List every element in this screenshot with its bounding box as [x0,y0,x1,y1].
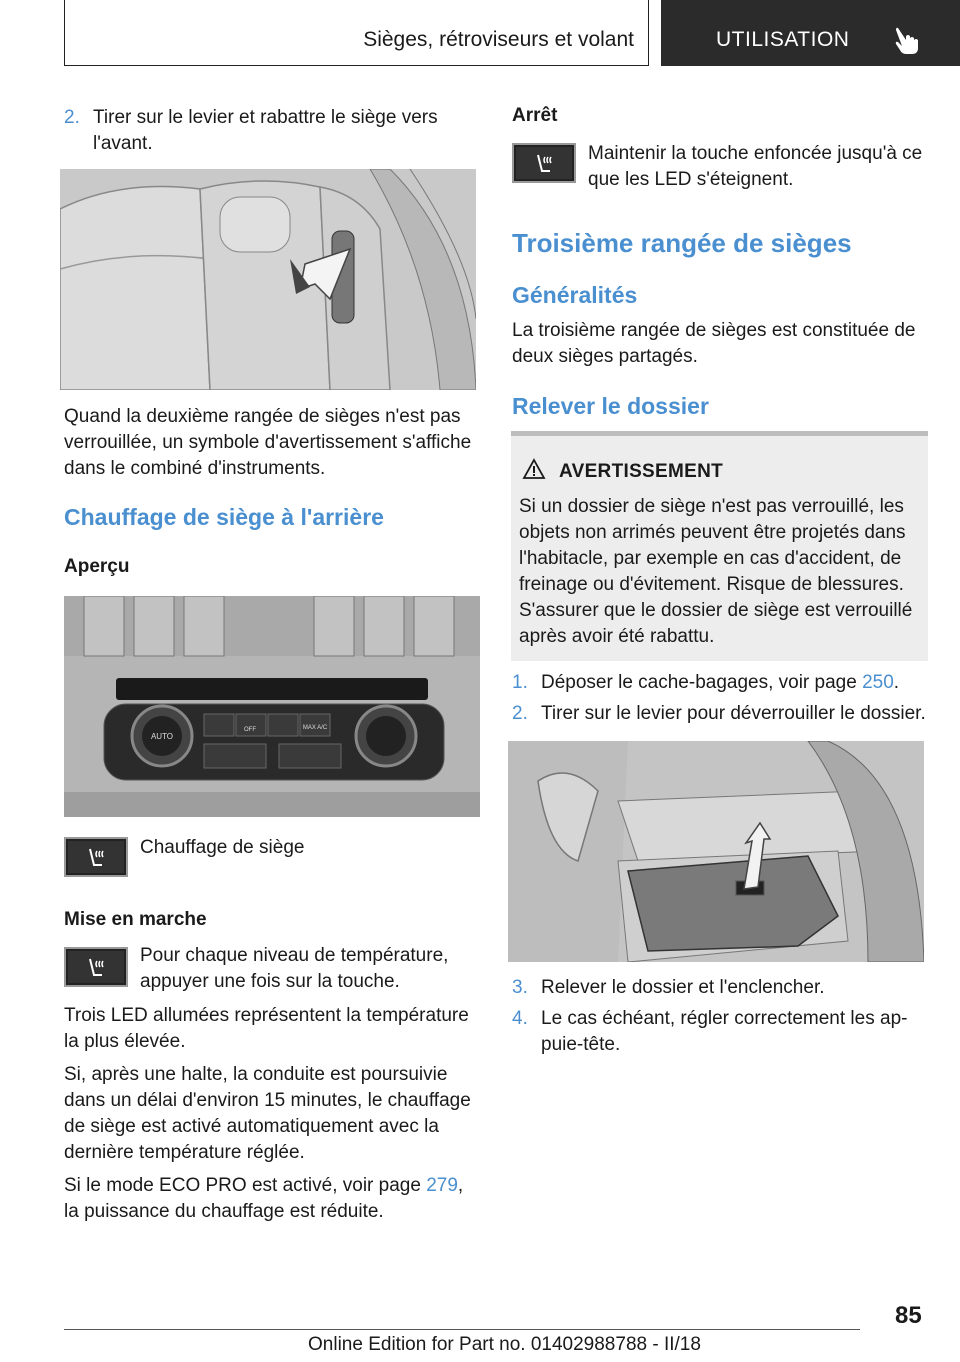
paragraph-line: Si, après une halte, la conduite est poursuivie [64,1064,448,1085]
paragraph-line: Pour chaque niveau de température, [140,945,449,966]
step-number: 2. [512,703,528,724]
section-label: UTILISATION [716,28,850,51]
paragraph-line: La troisième rangée de sièges est constituée de [512,320,916,341]
step-text: Déposer le cache-bagages, voir page 250. [541,672,900,693]
heading-third-row: Troisième rangée de sièges [512,228,852,258]
paragraph-line: que les LED s'éteignent. [588,169,794,190]
header-section-tab[interactable] [661,0,960,66]
paragraph-line: la puissance du chauffage est réduite. [64,1201,384,1222]
paragraph-line: Maintenir la touche enfoncée jusqu'à ce [588,143,923,164]
step-text: Relever le dossier et l'enclencher. [541,977,825,998]
paragraph-line: de siège est activé automatiquement avec la [64,1116,439,1137]
footer-edition: Online Edition for Part no. 01402988788 - II/18 [308,1334,701,1355]
page-link[interactable]: 279 [426,1175,458,1196]
paragraph-line: Quand la deuxième rangée de sièges n'est pas [64,406,461,427]
paragraph-line: Trois LED allumées représentent la température [64,1005,469,1026]
warning-title: AVERTISSEMENT [559,461,724,482]
max-ac-label: MAX A/C [302,725,328,731]
step-text: Tirer sur le levier pour déverrouiller le dossier. [541,703,926,724]
paragraph-line: deux sièges partagés. [512,346,698,367]
paragraph-line: appuyer une fois sur la touche. [140,971,400,992]
step-number: 1. [512,672,528,693]
warning-triangle-icon [522,458,546,480]
off-label: OFF [244,727,256,733]
heading-raise-backrest: Relever le dossier [512,393,709,419]
seat-heating-button[interactable] [64,837,128,877]
heading-general: Généralités [512,282,638,308]
step-number: 2. [64,107,80,128]
pointing-hand-icon [894,26,920,56]
step-text: Tirer sur le levier et rabattre le siège vers [93,107,438,128]
step-number: 3. [512,977,528,998]
second-row-seat-image [60,169,476,390]
chapter-title: Sièges, rétroviseurs et volant [363,28,634,51]
seat-heating-button[interactable] [64,947,128,987]
footer-divider [64,1329,860,1330]
third-row-backrest-image [508,741,924,962]
paragraph-line: verrouillée, un symbole d'avertissement s'affiche [64,432,472,453]
paragraph-line: dans le combiné d'instruments. [64,458,326,479]
page-link[interactable]: 250 [862,672,894,693]
heading-seat-heating: Chauffage de siège à l'arrière [64,504,384,530]
seat-heating-icon [536,153,554,175]
warning-box [511,431,928,661]
paragraph-line: la plus élevée. [64,1031,186,1052]
rear-climate-panel-image [64,596,480,817]
paragraph-line: dernière température réglée. [64,1142,305,1163]
seat-heating-label: Chauffage de siège [140,837,305,858]
seat-heating-button[interactable] [512,143,576,183]
step-text: Le cas échéant, régler correctement les ap- [541,1008,908,1029]
paragraph-line: dans un délai d'environ 15 minutes, le chauffage [64,1090,471,1111]
seat-heating-icon [88,847,106,869]
header-title-box [64,0,649,66]
step-number: 4. [512,1008,528,1029]
seat-heating-icon [88,957,106,979]
auto-label: AUTO [150,732,174,741]
page-number: 85 [895,1302,922,1329]
warning-text: Si un dossier de siège n'est pas verrouillé, les objets non arrimés peuvent être projetés dans l'habitacle, par exemple en cas d'accident, de freinage ou d'évitement. Risque de blessures. S'assurer que le dossier de siège est verrouillé après avoir été rabattu. [519,496,913,647]
step-text: puie-tête. [541,1034,621,1055]
subheading-switch-on: Mise en marche [64,909,207,930]
paragraph-line: Si le mode ECO PRO est activé, voir page 279, [64,1175,464,1196]
subheading-stop: Arrêt [512,105,558,126]
subheading-overview: Aperçu [64,556,130,577]
step-text: l'avant. [93,133,153,154]
